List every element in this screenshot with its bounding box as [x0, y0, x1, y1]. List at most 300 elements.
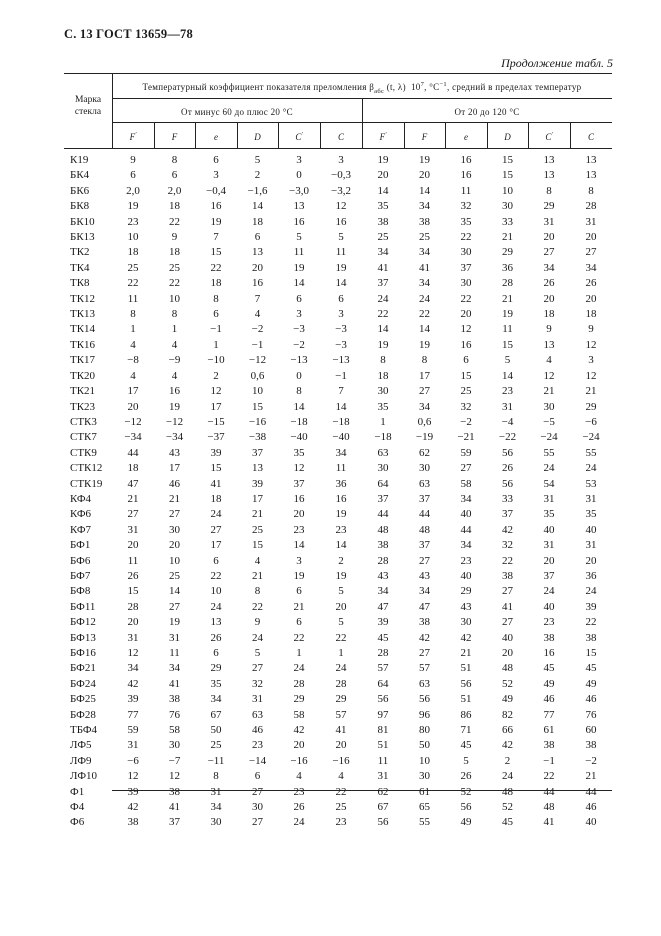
- coefficient-title-tail: , средний в пределах температур: [447, 82, 582, 92]
- coefficient-value: 8: [254, 585, 261, 598]
- coefficient-value: 8: [213, 292, 219, 305]
- coefficient-value: 48: [502, 662, 513, 675]
- coefficient-value: 41: [169, 677, 180, 690]
- table-row: [64, 815, 612, 830]
- unit: °С: [429, 82, 440, 92]
- coefficient-value: 38: [585, 631, 597, 644]
- coefficient-value: 9: [546, 323, 552, 336]
- coefficient-value: 4: [254, 554, 261, 567]
- coefficient-value: 24: [543, 462, 555, 475]
- coefficient-value: 6: [130, 169, 136, 182]
- coefficient-value: 42: [502, 739, 513, 752]
- coefficient-value: 4: [130, 369, 136, 382]
- coefficient-value: 34: [419, 400, 430, 413]
- coefficient-value: 39: [585, 600, 597, 613]
- col-header: C: [337, 132, 344, 142]
- coefficient-value: 13: [543, 338, 555, 351]
- coefficient-value: 5: [338, 585, 344, 598]
- coefficient-value: 24: [210, 600, 222, 613]
- coefficient-value: 26: [127, 569, 139, 582]
- coefficient-value: 23: [293, 523, 305, 536]
- coefficient-value: 22: [419, 308, 430, 321]
- coefficient-value: −19: [415, 431, 434, 444]
- coefficient-value: 27: [419, 385, 430, 398]
- coefficient-value: 4: [296, 770, 302, 783]
- coefficient-value: 27: [127, 508, 139, 521]
- coefficient-value: 14: [377, 323, 389, 336]
- coefficient-value: 18: [169, 200, 180, 213]
- col-header: F: [171, 132, 178, 142]
- table-header: [64, 73, 612, 149]
- coefficient-value: 28: [377, 647, 389, 659]
- glass-mark: ТК13: [70, 308, 96, 321]
- coefficient-value: 27: [543, 246, 555, 259]
- coefficient-value: 9: [254, 616, 261, 629]
- coefficient-value: 66: [502, 724, 513, 737]
- coefficient-value: −5: [543, 415, 555, 428]
- coefficient-value: −1: [543, 754, 555, 767]
- coefficient-value: −18: [290, 415, 308, 428]
- coefficient-value: 11: [127, 554, 139, 567]
- glass-mark: БК8: [70, 200, 90, 213]
- coefficient-value: 35: [210, 677, 222, 690]
- coefficient-value: 6: [254, 770, 261, 783]
- coefficient-value: 23: [335, 816, 347, 829]
- table-continuation-label: Продолжение табл. 5: [501, 56, 613, 70]
- coefficient-value: 21: [585, 770, 597, 783]
- coefficient-value: 15: [127, 585, 139, 598]
- col-header: C′: [295, 132, 303, 142]
- coefficient-value: 13: [543, 154, 555, 166]
- coefficient-value: 24: [293, 662, 305, 675]
- coefficient-value: 39: [127, 785, 139, 798]
- coefficient-value: 0: [296, 169, 302, 182]
- coefficient-value: 34: [127, 662, 139, 675]
- coefficient-value: 27: [252, 785, 263, 798]
- table-row: [64, 708, 612, 723]
- coefficient-value: 28: [127, 600, 139, 613]
- glass-mark: КФ7: [70, 523, 92, 536]
- coefficient-value: 30: [460, 616, 472, 629]
- coefficient-value: 7: [254, 292, 261, 305]
- table-body: [64, 153, 612, 831]
- table-row: [64, 800, 612, 815]
- coefficient-value: −6: [585, 415, 597, 428]
- coefficient-value: 22: [502, 554, 513, 567]
- table-row: [64, 430, 612, 445]
- coefficient-value: 32: [252, 677, 263, 690]
- coefficient-value: 5: [463, 754, 469, 767]
- glass-mark: ТК21: [70, 385, 96, 398]
- coefficient-value: 5: [254, 647, 261, 659]
- coefficient-value: 34: [210, 801, 222, 814]
- coefficient-value: 25: [460, 385, 472, 398]
- coefficient-value: −14: [248, 754, 267, 767]
- glass-mark: КФ6: [70, 508, 92, 521]
- coefficient-value: 13: [293, 200, 305, 213]
- coefficient-value: 31: [210, 785, 222, 798]
- coefficient-value: 38: [543, 631, 555, 644]
- coefficient-value: 61: [543, 724, 555, 737]
- coefficient-value: 22: [252, 600, 263, 613]
- coefficient-value: 19: [127, 200, 139, 213]
- coefficient-value: 14: [419, 184, 430, 197]
- coefficient-value: 96: [419, 708, 430, 721]
- table-row: [64, 492, 612, 507]
- coefficient-value: 19: [419, 338, 430, 351]
- coefficient-value: 58: [169, 724, 180, 737]
- coefficient-value: 32: [502, 539, 513, 552]
- coefficient-value: 27: [502, 616, 513, 629]
- coefficient-value: 19: [419, 154, 430, 166]
- coefficient-value: 28: [585, 200, 597, 213]
- glass-mark: ЛФ5: [70, 739, 92, 752]
- coefficient-value: 4: [338, 770, 344, 783]
- coefficient-value: 24: [210, 508, 222, 521]
- coefficient-value: 26: [460, 770, 472, 783]
- glass-mark: ТК12: [70, 292, 96, 305]
- coefficient-value: 34: [419, 277, 430, 290]
- coefficient-value: −15: [207, 415, 225, 428]
- coefficient-value: 47: [127, 477, 139, 490]
- coefficient-value: 50: [210, 724, 222, 737]
- table-row: [64, 261, 612, 276]
- coefficient-value: 12: [585, 338, 597, 351]
- coefficient-value: 21: [585, 385, 597, 398]
- coefficient-value: 19: [335, 261, 347, 274]
- coefficient-value: 27: [210, 523, 222, 536]
- coefficient-value: 16: [293, 215, 305, 228]
- coefficient-value: 3: [338, 154, 344, 166]
- coefficient-value: 8: [296, 385, 302, 398]
- coefficient-value: 31: [502, 400, 513, 413]
- coefficient-value: 37: [460, 261, 472, 274]
- coefficient-value: 34: [419, 200, 430, 213]
- coefficient-value: 4: [171, 338, 178, 351]
- coefficient-value: 0,6: [250, 369, 265, 382]
- coefficient-value: 63: [252, 708, 263, 721]
- range-header-low: От минус 60 до плюс 20 °С: [181, 107, 293, 117]
- col-header: F: [421, 132, 428, 142]
- coefficient-value: 26: [210, 631, 222, 644]
- coefficient-value: 44: [127, 446, 139, 459]
- power-exp: 7: [420, 81, 425, 88]
- coefficient-header: Температурный коэффициент показателя преломления $\beta_{абс}$ (t, λ) $10^7$, $^\circ С^{-1}$, средний в пределах температур: [142, 81, 582, 95]
- coefficient-value: 41: [335, 724, 347, 737]
- glass-mark: ТК17: [70, 354, 96, 367]
- coefficient-value: 10: [169, 292, 180, 305]
- coefficient-value: 62: [377, 785, 389, 798]
- coefficient-value: −3,0: [289, 184, 309, 197]
- coefficient-value: 9: [130, 154, 136, 166]
- coefficient-value: −40: [332, 431, 350, 444]
- coefficient-value: 25: [252, 523, 263, 536]
- coefficient-value: 20: [293, 739, 305, 752]
- glass-mark: ЛФ10: [70, 770, 98, 783]
- coefficient-value: 14: [252, 200, 263, 213]
- coefficient-value: 16: [460, 154, 472, 166]
- coefficient-value: 20: [293, 508, 305, 521]
- coefficient-value: 34: [419, 246, 430, 259]
- coefficient-value: 16: [335, 492, 347, 505]
- coefficient-value: 63: [419, 477, 430, 490]
- coefficient-value: 77: [127, 708, 139, 721]
- coefficient-value: 37: [502, 508, 513, 521]
- coefficient-value: 61: [419, 785, 430, 798]
- coefficient-value: 56: [377, 693, 389, 706]
- coefficient-value: 12: [169, 770, 180, 783]
- coefficient-value: 6: [463, 354, 469, 367]
- coefficient-value: 18: [377, 369, 389, 382]
- coefficient-value: 46: [252, 724, 263, 737]
- coefficient-value: 21: [543, 385, 555, 398]
- coefficient-value: 2,0: [167, 184, 182, 197]
- coefficient-value: −6: [127, 754, 139, 767]
- coefficient-value: 42: [293, 724, 305, 737]
- coefficient-value: 15: [210, 246, 222, 259]
- coefficient-value: 27: [502, 585, 513, 598]
- coefficient-value: 18: [210, 492, 222, 505]
- coefficient-value: −2: [293, 338, 305, 351]
- coefficient-value: 38: [543, 739, 555, 752]
- coefficient-value: 49: [502, 693, 513, 706]
- mark-column-header: [64, 94, 112, 118]
- coefficient-value: 14: [293, 400, 305, 413]
- table-row: [64, 692, 612, 707]
- coefficient-value: 34: [419, 585, 430, 598]
- coefficient-value: 24: [293, 816, 305, 829]
- coefficient-value: 43: [169, 446, 180, 459]
- glass-mark: ТК14: [70, 323, 96, 336]
- coefficient-value: 49: [460, 816, 472, 829]
- coefficient-value: 4: [130, 338, 136, 351]
- coefficient-value: 48: [502, 785, 513, 798]
- coefficient-value: 22: [210, 261, 222, 274]
- coefficient-value: 22: [335, 631, 347, 644]
- coefficient-value: 24: [585, 585, 597, 598]
- coefficient-value: 56: [419, 693, 430, 706]
- coefficient-value: −22: [498, 431, 517, 444]
- table-row: [64, 507, 612, 522]
- glass-mark: ТБФ4: [70, 724, 98, 737]
- coefficient-value: 6: [213, 647, 219, 659]
- coefficient-value: 32: [460, 400, 472, 413]
- glass-mark: ТК4: [70, 261, 90, 274]
- coefficient-value: 35: [585, 508, 597, 521]
- coefficient-value: −4: [501, 415, 514, 428]
- coefficient-value: 19: [377, 338, 389, 351]
- coefficient-value: 17: [419, 369, 430, 382]
- coefficient-value: 37: [377, 492, 389, 505]
- coefficient-value: 12: [127, 770, 139, 783]
- coefficient-value: 22: [127, 277, 139, 290]
- coefficient-value: 30: [460, 246, 472, 259]
- coefficient-value: 38: [377, 215, 389, 228]
- coefficient-value: 11: [335, 246, 347, 259]
- coefficient-value: 30: [252, 801, 263, 814]
- table-row: [64, 723, 612, 738]
- coefficient-value: −0,4: [206, 184, 226, 197]
- table-row: [64, 446, 612, 461]
- table-row: [64, 369, 612, 384]
- coefficient-value: 15: [502, 169, 513, 182]
- coefficient-value: 19: [293, 569, 305, 582]
- coefficient-value: −1: [251, 338, 264, 351]
- coefficient-value: 23: [543, 616, 555, 629]
- unit-exp: −1: [439, 81, 447, 88]
- coefficient-value: 97: [377, 708, 389, 721]
- coefficient-value: 19: [502, 308, 513, 321]
- coefficient-value: 15: [585, 647, 597, 659]
- coefficient-value: 43: [419, 569, 430, 582]
- coefficient-value: 6: [213, 554, 219, 567]
- coefficient-value: 17: [252, 492, 263, 505]
- coefficient-value: 67: [210, 708, 222, 721]
- glass-mark: ТК23: [70, 400, 96, 413]
- coefficient-value: 8: [130, 308, 136, 321]
- glass-mark: КФ4: [70, 492, 92, 505]
- coefficient-value: 45: [543, 662, 555, 675]
- coefficient-value: 39: [252, 477, 263, 490]
- coefficient-value: 30: [502, 200, 513, 213]
- coefficient-value: 41: [377, 261, 389, 274]
- coefficient-value: 37: [377, 277, 389, 290]
- coefficient-args: (t, λ): [386, 82, 406, 92]
- coefficient-value: 13: [210, 616, 222, 629]
- coefficient-value: 25: [127, 261, 139, 274]
- coefficient-value: 35: [543, 508, 555, 521]
- coefficient-value: 13: [585, 154, 597, 166]
- coefficient-value: 30: [460, 277, 472, 290]
- table-row: [64, 338, 612, 353]
- coefficient-value: 41: [419, 261, 430, 274]
- page-header: С. 13 ГОСТ 13659—78: [64, 27, 193, 41]
- table-row: [64, 677, 612, 692]
- coefficient-value: 27: [169, 508, 180, 521]
- coefficient-value: 56: [460, 677, 472, 690]
- coefficient-value: 41: [169, 801, 180, 814]
- coefficient-value: 14: [335, 400, 347, 413]
- coefficient-value: 20: [543, 231, 555, 244]
- col-header: F′: [129, 132, 137, 142]
- coefficient-value: 23: [293, 785, 305, 798]
- coefficient-value: 24: [502, 770, 513, 783]
- coefficient-value: 26: [543, 277, 555, 290]
- coefficient-value: 18: [169, 246, 180, 259]
- coefficient-value: 47: [377, 600, 389, 613]
- coefficient-value: 6: [296, 585, 302, 598]
- coefficient-value: −18: [332, 415, 350, 428]
- coefficient-value: −2: [460, 415, 472, 428]
- table-row: [64, 554, 612, 569]
- coefficient-value: 27: [419, 647, 430, 659]
- coefficient-value: 26: [585, 277, 597, 290]
- coefficient-value: 15: [502, 154, 513, 166]
- coefficient-value: −0,3: [331, 169, 351, 182]
- coefficient-value: 53: [585, 477, 597, 490]
- coefficient-value: 55: [585, 446, 597, 459]
- coefficient-value: 16: [210, 200, 222, 213]
- table-row: [64, 276, 612, 291]
- coefficient-value: 36: [502, 261, 513, 274]
- coefficient-value: 34: [377, 585, 389, 598]
- coefficient-value: 38: [419, 616, 430, 629]
- coefficient-value: 17: [210, 539, 222, 552]
- coefficient-value: 24: [543, 585, 555, 598]
- coefficient-value: 20: [335, 739, 347, 752]
- table-row: [64, 384, 612, 399]
- coefficient-value: 8: [588, 184, 594, 197]
- table-row: [64, 615, 612, 630]
- table-row: [64, 415, 612, 430]
- coefficient-value: −24: [582, 431, 600, 444]
- coefficient-value: 20: [127, 539, 139, 552]
- coefficient-value: −12: [124, 415, 142, 428]
- glass-mark: СТК12: [70, 462, 103, 475]
- table-row: [64, 307, 612, 322]
- coefficient-value: 7: [338, 385, 344, 398]
- coefficient-value: 30: [419, 770, 430, 783]
- coefficient-value: 20: [335, 600, 347, 613]
- coefficient-value: −3: [293, 323, 305, 336]
- table-row: [64, 199, 612, 214]
- coefficient-value: −9: [168, 354, 181, 367]
- coefficient-value: 27: [169, 600, 180, 613]
- coefficient-value: −3,2: [331, 184, 351, 197]
- coefficient-value: 2: [213, 369, 219, 382]
- table-row: [64, 785, 612, 800]
- coefficient-value: 32: [460, 200, 472, 213]
- coefficient-value: 19: [377, 154, 389, 166]
- coefficient-value: 40: [543, 523, 555, 536]
- coefficient-value: 8: [380, 354, 386, 367]
- coefficient-value: 37: [169, 816, 180, 829]
- table-row: [64, 738, 612, 753]
- coefficient-value: 18: [127, 462, 139, 475]
- coefficient-value: 45: [502, 816, 513, 829]
- coefficient-value: 57: [377, 662, 389, 675]
- coefficient-value: 26: [502, 462, 513, 475]
- coefficient-value: 67: [377, 801, 389, 814]
- coefficient-value: 16: [335, 215, 347, 228]
- coefficient-value: 55: [419, 816, 430, 829]
- coefficient-value: 3: [296, 308, 302, 321]
- coefficient-value: 54: [543, 477, 555, 490]
- coefficient-value: 33: [502, 492, 513, 505]
- glass-mark: К19: [70, 154, 89, 166]
- glass-mark: Ф4: [70, 801, 85, 814]
- coefficient-value: 40: [460, 508, 472, 521]
- coefficient-value: 27: [419, 554, 430, 567]
- coefficient-value: 38: [419, 215, 430, 228]
- glass-mark: БК10: [70, 215, 95, 228]
- coefficient-value: 21: [502, 231, 513, 244]
- coefficient-value: 3: [338, 308, 344, 321]
- coefficient-value: 35: [377, 400, 389, 413]
- coefficient-value: 22: [377, 308, 389, 321]
- coefficient-value: 44: [543, 785, 555, 798]
- coefficient-value: 27: [252, 662, 263, 675]
- coefficient-value: 17: [210, 400, 222, 413]
- glass-mark: ТК20: [70, 369, 96, 382]
- coefficient-value: 42: [127, 677, 139, 690]
- coefficient-value: −34: [165, 431, 184, 444]
- table-row: [64, 584, 612, 599]
- coefficient-value: 22: [169, 277, 180, 290]
- coefficient-value: 20: [543, 554, 555, 567]
- coefficient-value: 36: [585, 569, 597, 582]
- col-header: D: [254, 132, 261, 142]
